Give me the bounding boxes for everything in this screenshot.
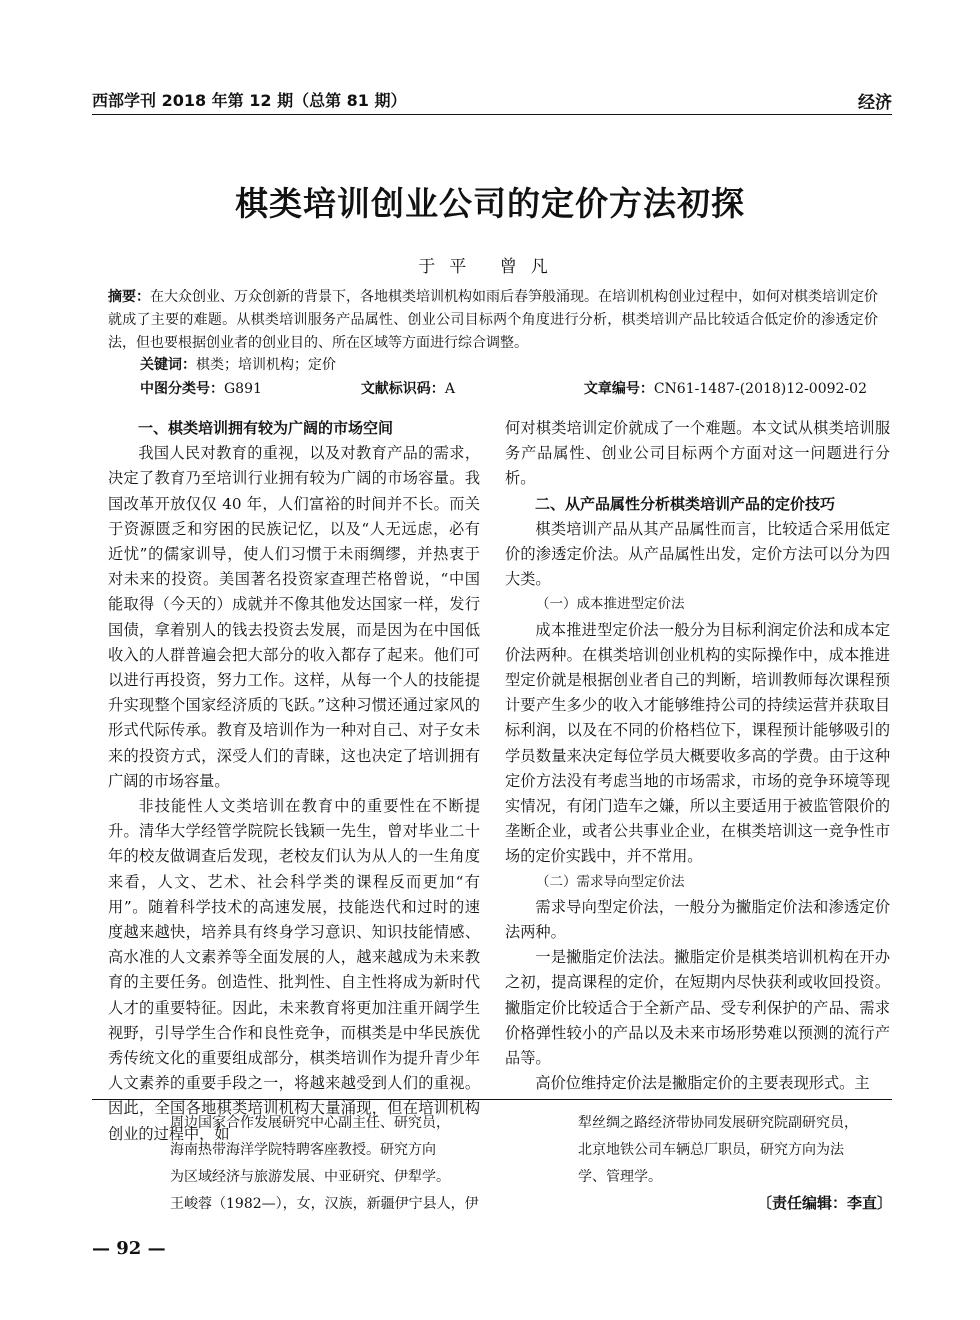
abstract: [108, 286, 878, 355]
left-column: [108, 416, 480, 1147]
footnote-line: 王峻蓉（1982—），女，汉族，新疆伊宁县人，伊: [170, 1196, 479, 1212]
paragraph: 成本推进型定价法一般分为目标利润定价法和成本定价法两种。在棋类培训创业机构的实际操作中，成本推进型定价就是根据创业者自己的判断，培训教师每次课程预计要产生多少的收入才能够维持公司的持续运营并获取目标利润，以及在不同的价格档位下，课程预计能够吸引的学员数量来决定每位学员大概要收多高的学费。由于这种定价方法没有考虑当地的市场需求，市场的竞争环境等现实情况，有闭门造车之嫌，所以主要适用于被监管限价的垄断企业，或者公共事业企业，在棋类培训这一竞争性市场的定价实践中，并不常用。: [505, 620, 890, 866]
abstract-text: 在大众创业、万众创新的背景下，各地棋类培训机构如雨后春笋般涌现。在培训机构创业过程中，如何对棋类培训定价就成了主要的难题。从棋类培训服务产品属性、创业公司目标两个角度进行分析，棋类培训产品比较适合低定价的渗透定价法，但也要根据创业者的创业目的、所在区域等方面进行综合调整。: [108, 289, 878, 351]
section-heading-1: 一、棋类培训拥有较为广阔的市场空间: [138, 419, 394, 437]
paragraph: 非技能性人文类培训在教育中的重要性在不断提升。清华大学经管学院院长钱颖一先生，曾对毕业二十年的校友做调查后发现，老校友们认为从人的一生角度来看，人文、艺术、社会科学类的课程反而更加“有用”。随着科学技术的高速发展，技能迭代和过时的速度越来越快，培养具有终身学习意识、知识技能情感、高水准的人文素养等全面发展的人，越来越成为未来教育的主要任务。创造性、批判性、自主性将成为新时代人才的重要特征。因此，未来教育将更加注重开阔学生视野，引导学生合作和良性竞争，而棋类是中华民族优秀传统文化的重要组成部分，棋类培训作为提升青少年人文素养的重要手段之一，将越来越受到人们的重视。因此，全国各地棋类培训机构大量涌现，但在培训机构创业的过程中，如: [108, 797, 480, 1143]
paragraph: 一是撇脂定价法法。撇脂定价是棋类培训机构在开办之初，提高课程的定价，在短期内尽快获利或收回投资。撇脂定价比较适合于全新产品、受专利保护的产品、需求价格弹性较小的产品以及未来市场形势难以预测的流行产品等。: [505, 948, 890, 1068]
clc-value: G891: [224, 381, 262, 397]
keywords: [140, 354, 336, 374]
clc-label: 中图分类号：: [140, 381, 224, 397]
paragraph: 我国人民对教育的重视，以及对教育产品的需求，决定了教育乃至培训行业拥有较为广阔的市场容量。我国改革开放仅仅 40 年，人们富裕的时间并不长。而关于资源匮乏和穷困的民族记忆，以及“人无远虑，必有近忧”的儒家训导，使人们习惯于未雨绸缪，并热衷于对未来的投资。美国著名投资家查理芒格曾说，“中国能取得（今天的）成就并不像其他发达国家一样，发行国债，拿着别人的钱去投资去发展，而是因为在中国低收入的人群普遍会把大部分的收入都存了起来。他们可以进行再投资，努力工作。这样，从每一个人的技能提升实现整个国家经济质的飞跃。”这种习惯还通过家风的形式代际传承。教育及培训作为一种对自己、对子女未来的投资方式，深受人们的青睐，这也决定了培训拥有广阔的市场容量。: [108, 444, 480, 790]
article-title: 棋类培训创业公司的定价方法初探: [235, 184, 745, 223]
doccode-label: 文献标识码：: [360, 381, 445, 397]
section-label: 经济: [858, 93, 892, 113]
footnote-left: [170, 1110, 485, 1218]
paragraph: 棋类培训产品从其产品属性而言，比较适合采用低定价的渗透定价法。从产品属性出发，定价方法可以分为四大类。: [505, 519, 890, 589]
responsible-editor: 〔责任编辑：李直〕: [756, 1194, 892, 1212]
keywords-text: 棋类；培训机构；定价: [196, 357, 336, 373]
doccode-value: A: [444, 381, 455, 397]
page-number: — 92 —: [92, 1238, 166, 1259]
article-authors: 于平 曾凡: [418, 257, 562, 277]
header-rule: [92, 114, 892, 115]
footnote-line: 为区域经济与旅游发展、中亚研究、伊犁学。: [170, 1169, 450, 1185]
classification-line: [140, 378, 867, 398]
paragraph: 需求导向型定价法，一般分为撇脂定价法和渗透定价法两种。: [505, 897, 890, 942]
footnote-rule: [92, 1099, 892, 1100]
articleno-label: 文章编号：: [583, 381, 654, 397]
subsection-heading-2: （二）需求导向型定价法: [536, 873, 685, 890]
paragraph: 高价位维持定价法是撇脂定价的主要表现形式。主: [535, 1074, 870, 1093]
footnote-line: 海南热带海洋学院特聘客座教授。研究方向: [170, 1142, 436, 1158]
journal-header: 西部学刊 2018 年第 12 期（总第 81 期）: [92, 91, 407, 110]
footnote-line: 周边国家合作发展研究中心副主任、研究员，: [170, 1115, 450, 1131]
articleno-value: CN61-1487-(2018)12-0092-02: [653, 381, 867, 397]
abstract-label: 摘要：: [108, 289, 150, 305]
paragraph: 何对棋类培训定价就成了一个难题。本文试从棋类培训服务产品属性、创业公司目标两个方面对这一问题进行分析。: [505, 419, 890, 488]
right-column: [505, 416, 890, 1096]
section-heading-2: 二、从产品属性分析棋类培训产品的定价技巧: [535, 494, 836, 513]
footnote-line: 犁丝绸之路经济带协同发展研究院副研究员，: [578, 1115, 858, 1131]
footnote-line: 北京地铁公司车辆总厂职员，研究方向为法: [578, 1142, 844, 1158]
subsection-heading-1: （一）成本推进型定价法: [536, 596, 685, 613]
footnote-right: [578, 1110, 888, 1191]
footnote-line: 学、管理学。: [578, 1169, 662, 1185]
keywords-label: 关键词：: [140, 357, 196, 373]
